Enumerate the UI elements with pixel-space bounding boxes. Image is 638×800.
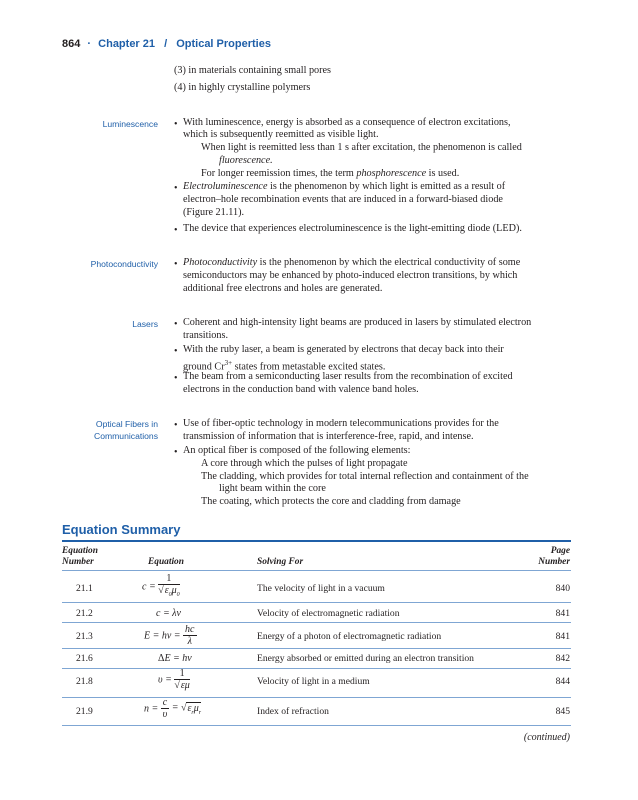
page-21-8: 844 — [555, 676, 570, 687]
header-page-line-2: Number — [538, 557, 570, 567]
cr-charge: 3+ — [224, 359, 233, 367]
photoconductivity-line-3: additional free electrons and holes are generated. — [183, 283, 383, 294]
fibers-bullet-2: An optical fiber is composed of the following elements: — [183, 445, 411, 456]
row-rule — [62, 602, 571, 603]
equation-21-9: n = $\frac{c}{\upsilon}$ = $√\varepsilon_r\mu_r$ — [144, 697, 202, 720]
bullet-icon: • — [174, 420, 178, 431]
solving-21-9: Index of refraction — [257, 706, 329, 717]
solving-21-8: Velocity of light in a medium — [257, 676, 370, 687]
fibers-element-cladding-line-1: The cladding, which provides for total internal reflection and containment of the — [201, 471, 529, 482]
page-21-2: 841 — [555, 608, 570, 619]
header-page-line-1: Page — [550, 546, 570, 556]
row-rule — [62, 697, 571, 698]
electroluminescence-term: Electroluminescence — [183, 181, 268, 192]
page-header — [62, 38, 271, 50]
solving-21-1: The velocity of light in a vacuum — [257, 583, 385, 594]
fibers-element-coating: The coating, which protects the core and cladding from damage — [201, 496, 461, 507]
luminescence-bullet-1-line-2: which is subsequently reemitted as visible light. — [183, 129, 379, 140]
equation-21-3: E = hν = $\frac{hc}{\lambda}$ — [144, 624, 195, 647]
header-page-number — [538, 546, 570, 568]
fibers-element-cladding-line-2: light beam within the core — [219, 483, 326, 494]
page-21-1: 840 — [555, 583, 570, 594]
row-rule — [62, 622, 571, 623]
luminescence-sub-1-line-1: When light is reemitted less than 1 s after excitation, the phenomenon is called — [201, 142, 522, 153]
lasers-bullet-1-line-1: Coherent and high-intensity light beams are produced in lasers by stimulated electron — [183, 317, 532, 328]
header-eqnum-line-2: Number — [62, 557, 94, 567]
equation-21-6: ΔE = hν — [158, 653, 192, 664]
lasers-bullet-2-line-1: With the ruby laser, a beam is generated by electrons that decay back into their — [183, 344, 504, 355]
fibers-bullet-1-line-1: Use of fiber-optic technology in modern telecommunications provides for the — [183, 418, 499, 429]
section-label-photoconductivity: Photoconductivity — [90, 259, 158, 269]
ruby-pre: ground Cr — [183, 361, 225, 373]
chapter-label: Chapter 21 — [98, 38, 156, 50]
photoconductivity-text: is the phenomenon by which the electrical conductivity of some — [257, 257, 521, 268]
fibers-element-core: A core through which the pulses of light propagate — [201, 458, 408, 469]
bullet-icon: • — [174, 119, 178, 130]
bullet-icon: • — [174, 319, 178, 330]
header-equation: Equation — [148, 557, 184, 567]
fibers-label-line-1: Optical Fibers in — [95, 419, 158, 429]
eq-number-21-8: 21.8 — [76, 676, 93, 687]
header-solving-for: Solving For — [257, 557, 304, 567]
header-slash: / — [164, 38, 168, 50]
chapter-title: Optical Properties — [176, 38, 271, 50]
header-eqnum-line-1: Equation — [62, 546, 98, 556]
bullet-icon: • — [174, 225, 178, 236]
section-label-luminescence: Luminescence — [102, 119, 158, 129]
header-rule — [62, 570, 571, 571]
solving-21-3: Energy of a photon of electromagnetic radiation — [257, 631, 442, 642]
eq-number-21-9: 21.9 — [76, 706, 93, 717]
eq-number-21-3: 21.3 — [76, 631, 93, 642]
bullet-icon: • — [174, 346, 178, 357]
photoconductivity-term: Photoconductivity — [183, 257, 258, 268]
ruby-post: states from metastable excited states. — [232, 361, 386, 373]
electroluminescence-line-2: electron–hole recombination events that are induced in a forward-biased diode — [183, 194, 503, 205]
header-equation-number — [62, 546, 98, 568]
equation-21-8: υ = $\frac{1}{√\varepsilon\mu}$ — [158, 668, 190, 691]
lasers-bullet-3-line-2: electrons in the conduction band with valence band holes. — [183, 384, 419, 395]
eq-number-21-6: 21.6 — [76, 653, 93, 664]
equation-21-2: c = λν — [156, 608, 181, 619]
solving-21-2: Velocity of electromagnetic radiation — [257, 608, 400, 619]
electroluminescence-text: is the phenomenon by which light is emitted as a result of — [267, 181, 506, 192]
eq-number-21-1: 21.1 — [76, 583, 93, 594]
electroluminescence-line-3: (Figure 21.11). — [183, 207, 245, 218]
bullet-icon: • — [174, 373, 178, 384]
page-21-9: 845 — [555, 706, 570, 717]
fluorescence-term: fluorescence. — [219, 155, 273, 166]
sub-2-post: is used. — [426, 168, 460, 179]
row-rule — [62, 668, 571, 669]
section-label-fibers — [94, 418, 158, 442]
eq-number-21-2: 21.2 — [76, 608, 93, 619]
luminescence-bullet-1-line-1: With luminescence, energy is absorbed as a consequence of electron excitations, — [183, 117, 511, 128]
fibers-label-line-2: Communications — [94, 431, 158, 441]
section-label-lasers: Lasers — [132, 319, 158, 329]
header-separator: · — [87, 38, 92, 50]
equation-21-1: c = $\frac{1}{√\varepsilon_0\mu_0}$ — [142, 573, 180, 598]
fibers-bullet-1-line-2: transmission of information that is interference-free, rapid, and intense. — [183, 431, 474, 442]
page-number: 864 — [62, 38, 81, 50]
luminescence-bullet-3: The device that experiences electroluminescence is the light-emitting diode (LED). — [183, 223, 522, 234]
page-21-3: 841 — [555, 631, 570, 642]
sub-2-pre: For longer reemission times, the term — [201, 168, 357, 179]
lasers-bullet-3-line-1: The beam from a semiconducting laser results from the recombination of excited — [183, 371, 513, 382]
intro-line-4: (4) in highly crystalline polymers — [174, 82, 311, 93]
solving-21-6: Energy absorbed or emitted during an electron transition — [257, 653, 474, 664]
table-top-rule — [62, 540, 571, 542]
page-21-6: 842 — [555, 653, 570, 664]
row-rule — [62, 725, 571, 726]
intro-line-3: (3) in materials containing small pores — [174, 65, 332, 76]
photoconductivity-line-1 — [183, 257, 571, 270]
continued-label: (continued) — [523, 732, 570, 743]
luminescence-sub-2 — [201, 168, 459, 181]
lasers-bullet-1-line-2: transitions. — [183, 330, 228, 341]
bullet-icon: • — [174, 259, 178, 270]
electroluminescence-line-1 — [183, 181, 571, 194]
photoconductivity-line-2: semiconductors may be enhanced by photo-induced electron transitions, by which — [183, 270, 518, 281]
bullet-icon: • — [174, 447, 178, 458]
phosphorescence-term: phosphorescence — [356, 168, 427, 179]
bullet-icon: • — [174, 183, 178, 194]
row-rule — [62, 648, 571, 649]
equation-summary-title: Equation Summary — [62, 522, 181, 537]
